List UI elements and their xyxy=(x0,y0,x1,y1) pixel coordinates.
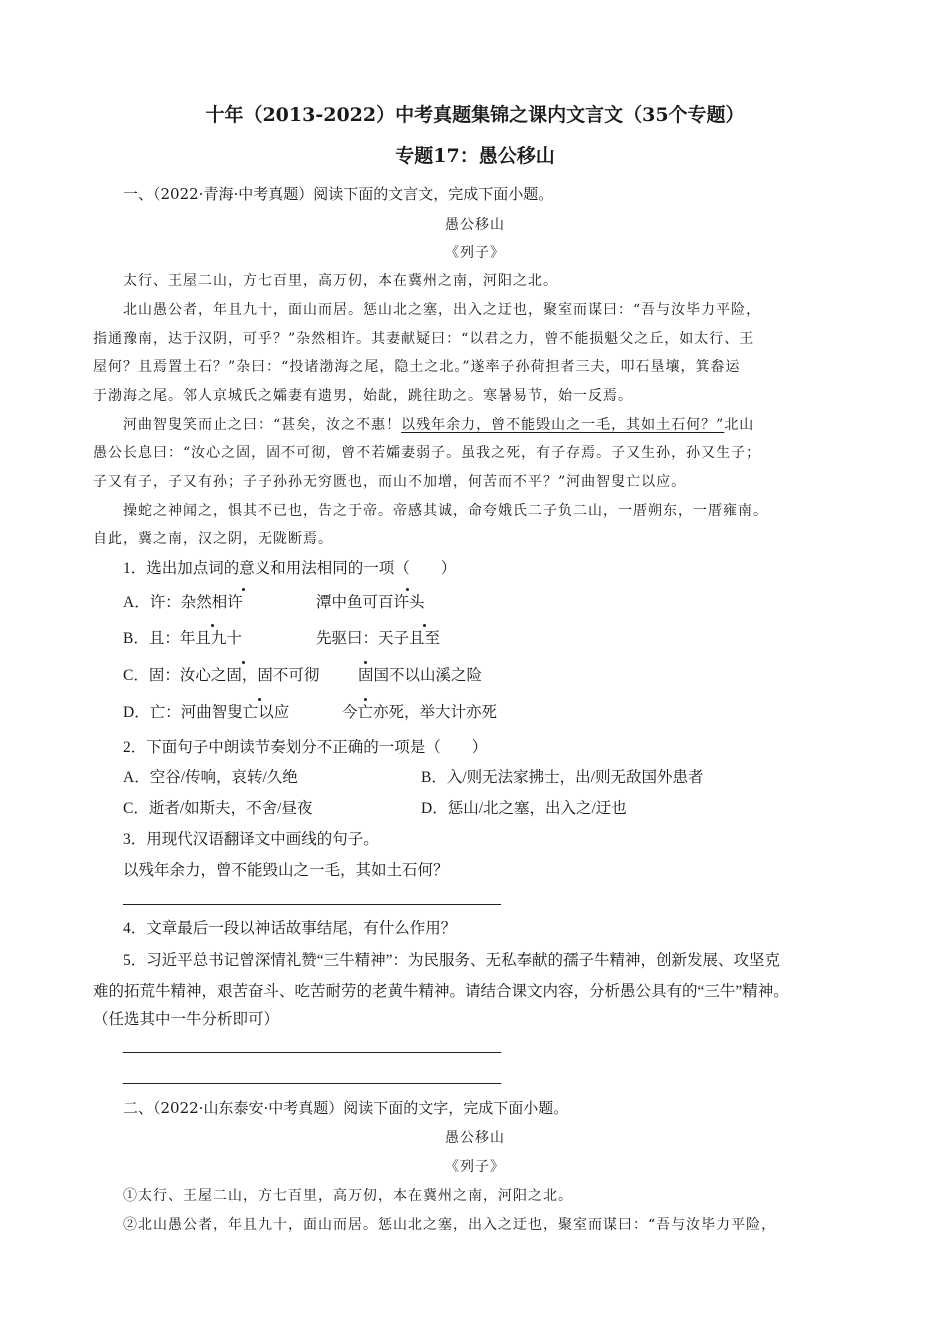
q1-option-c-part1: C．固：汝心之固，固不可彻 xyxy=(123,667,320,684)
emphasis-dot xyxy=(364,661,367,664)
question-4: 4．文章最后一段以神话故事结尾，有什么作用？ xyxy=(123,920,457,937)
passage1-title: 愚公移山 xyxy=(445,217,505,233)
section2-intro: 二、（2022·山东泰安·中考真题）阅读下面的文字，完成下面小题。 xyxy=(123,1099,569,1117)
passage2-line: ①太行、王屋二山，方七百里，高万仞，本在冀州之南，河阳之北。 xyxy=(123,1188,573,1204)
question-1-stem: 1．选出加点词的意义和用法相同的一项（ ） xyxy=(123,560,457,577)
question-5-line: （任选其中一牛分析即可） xyxy=(93,1011,280,1028)
q1-option-a-part2: 潭中鱼可百许头 xyxy=(316,594,425,611)
passage1-line-text: 北山 xyxy=(724,417,755,433)
q1-option-b-part1: B．且：年且九十 xyxy=(123,630,242,647)
q2-option-b: B．入/则无法家拂士，出/则无敌国外患者 xyxy=(421,769,704,786)
question-3-stem: 3．用现代汉语翻译文中画线的句子。 xyxy=(123,831,379,848)
emphasis-dot xyxy=(258,698,261,701)
q2-option-c: C．逝者/如斯夫，不舍/昼夜 xyxy=(123,800,313,817)
passage2-source: 《列子》 xyxy=(445,1159,505,1175)
answer-line xyxy=(123,904,501,905)
q1-option-a-part1: A．许：杂然相许 xyxy=(123,594,243,611)
passage1-line: 太行、王屋二山，方七百里，高万仞，本在冀州之南，河阳之北。 xyxy=(123,273,558,289)
question-5-line: 5．习近平总书记曾深情礼赞“三牛精神”：为民服务、无私奉献的孺子牛精神，创新发展、攻坚克 xyxy=(123,952,781,969)
emphasis-dot xyxy=(364,698,367,701)
passage1-line-underlined xyxy=(123,414,754,436)
answer-line xyxy=(123,1052,501,1053)
emphasis-dot xyxy=(211,624,214,627)
emphasis-dot xyxy=(242,661,245,664)
q1-option-d-part1: D．亡：河曲智叟亡以应 xyxy=(123,704,290,721)
passage1-line: 自此，冀之南，汉之阴，无陇断焉。 xyxy=(93,531,333,547)
passage2-line: ②北山愚公者，年且九十，面山而居。惩山北之塞，出入之迂也，聚室而谋曰：“吾与汝毕力平险， xyxy=(123,1217,777,1233)
passage1-line: 操蛇之神闻之，惧其不已也，告之于帝。帝感其诚，命夸娥氏二子负二山，一厝朔东，一厝雍南。 xyxy=(123,503,768,519)
q1-option-b-part2: 先驱曰：天子且至 xyxy=(316,630,441,647)
question-5-line: 难的拓荒牛精神，艰苦奋斗、吃苦耐劳的老黄牛精神。请结合课文内容，分析愚公具有的“三牛”精神。 xyxy=(93,983,789,1000)
answer-line xyxy=(123,1083,501,1084)
topic-title: 专题17：愚公移山 xyxy=(395,145,555,167)
q2-option-a: A．空谷/传响，哀转/久绝 xyxy=(123,769,298,786)
q2-option-d: D．惩山/北之塞，出入之/迂也 xyxy=(421,800,627,817)
question-2-stem: 2．下面句子中朗读节奏划分不正确的一项是（ ） xyxy=(123,739,488,756)
passage1-line: 于渤海之尾。邻人京城氏之孀妻有遗男，始龀，跳往助之。寒暑易节，始一反焉。 xyxy=(93,388,633,404)
passage1-line: 子又有子，子又有孙；子子孙孙无穷匮也，而山不加增，何苦而不平？”河曲智叟亡以应。 xyxy=(93,474,687,490)
q1-option-d-part2: 今亡亦死，举大计亦死 xyxy=(342,704,498,721)
passage1-line: 屋何？且焉置土石？”杂曰：“投诸渤海之尾，隐土之北。”遂率子孙荷担者三夫，叩石垦壤，箕畚运 xyxy=(93,359,741,375)
passage1-line: 愚公长息曰：“汝心之固，固不可彻，曾不若孀妻弱子。虽我之死，有子存焉。子又生孙，孙又生子； xyxy=(93,445,762,461)
passage1-line-text: 河曲智叟笑而止之曰：“甚矣，汝之不惠！ xyxy=(123,417,402,433)
q1-option-c-part2: 固国不以山溪之险 xyxy=(358,667,483,684)
emphasis-dot xyxy=(423,624,426,627)
passage1-source: 《列子》 xyxy=(445,245,505,261)
question-3-sentence: 以残年余力，曾不能毁山之一毛，其如土石何？ xyxy=(123,862,449,879)
emphasis-dot xyxy=(406,588,409,591)
passage2-title: 愚公移山 xyxy=(445,1130,505,1146)
section1-intro: 一、（2022·青海·中考真题）阅读下面的文言文，完成下面小题。 xyxy=(123,185,554,203)
emphasis-dot xyxy=(242,588,245,591)
passage1-line: 北山愚公者，年且九十，面山而居。惩山北之塞，出入之迂也，聚室而谋曰：“吾与汝毕力平险， xyxy=(123,302,762,318)
document-title: 十年（2013-2022）中考真题集锦之课内文言文（35个专题） xyxy=(205,104,745,126)
underlined-sentence: 以残年余力，曾不能毁山之一毛，其如土石何？” xyxy=(401,417,725,433)
passage1-line: 指通豫南，达于汉阴，可乎？”杂然相许。其妻献疑曰：“以君之力，曾不能损魁父之丘，如太行、王 xyxy=(93,331,755,347)
